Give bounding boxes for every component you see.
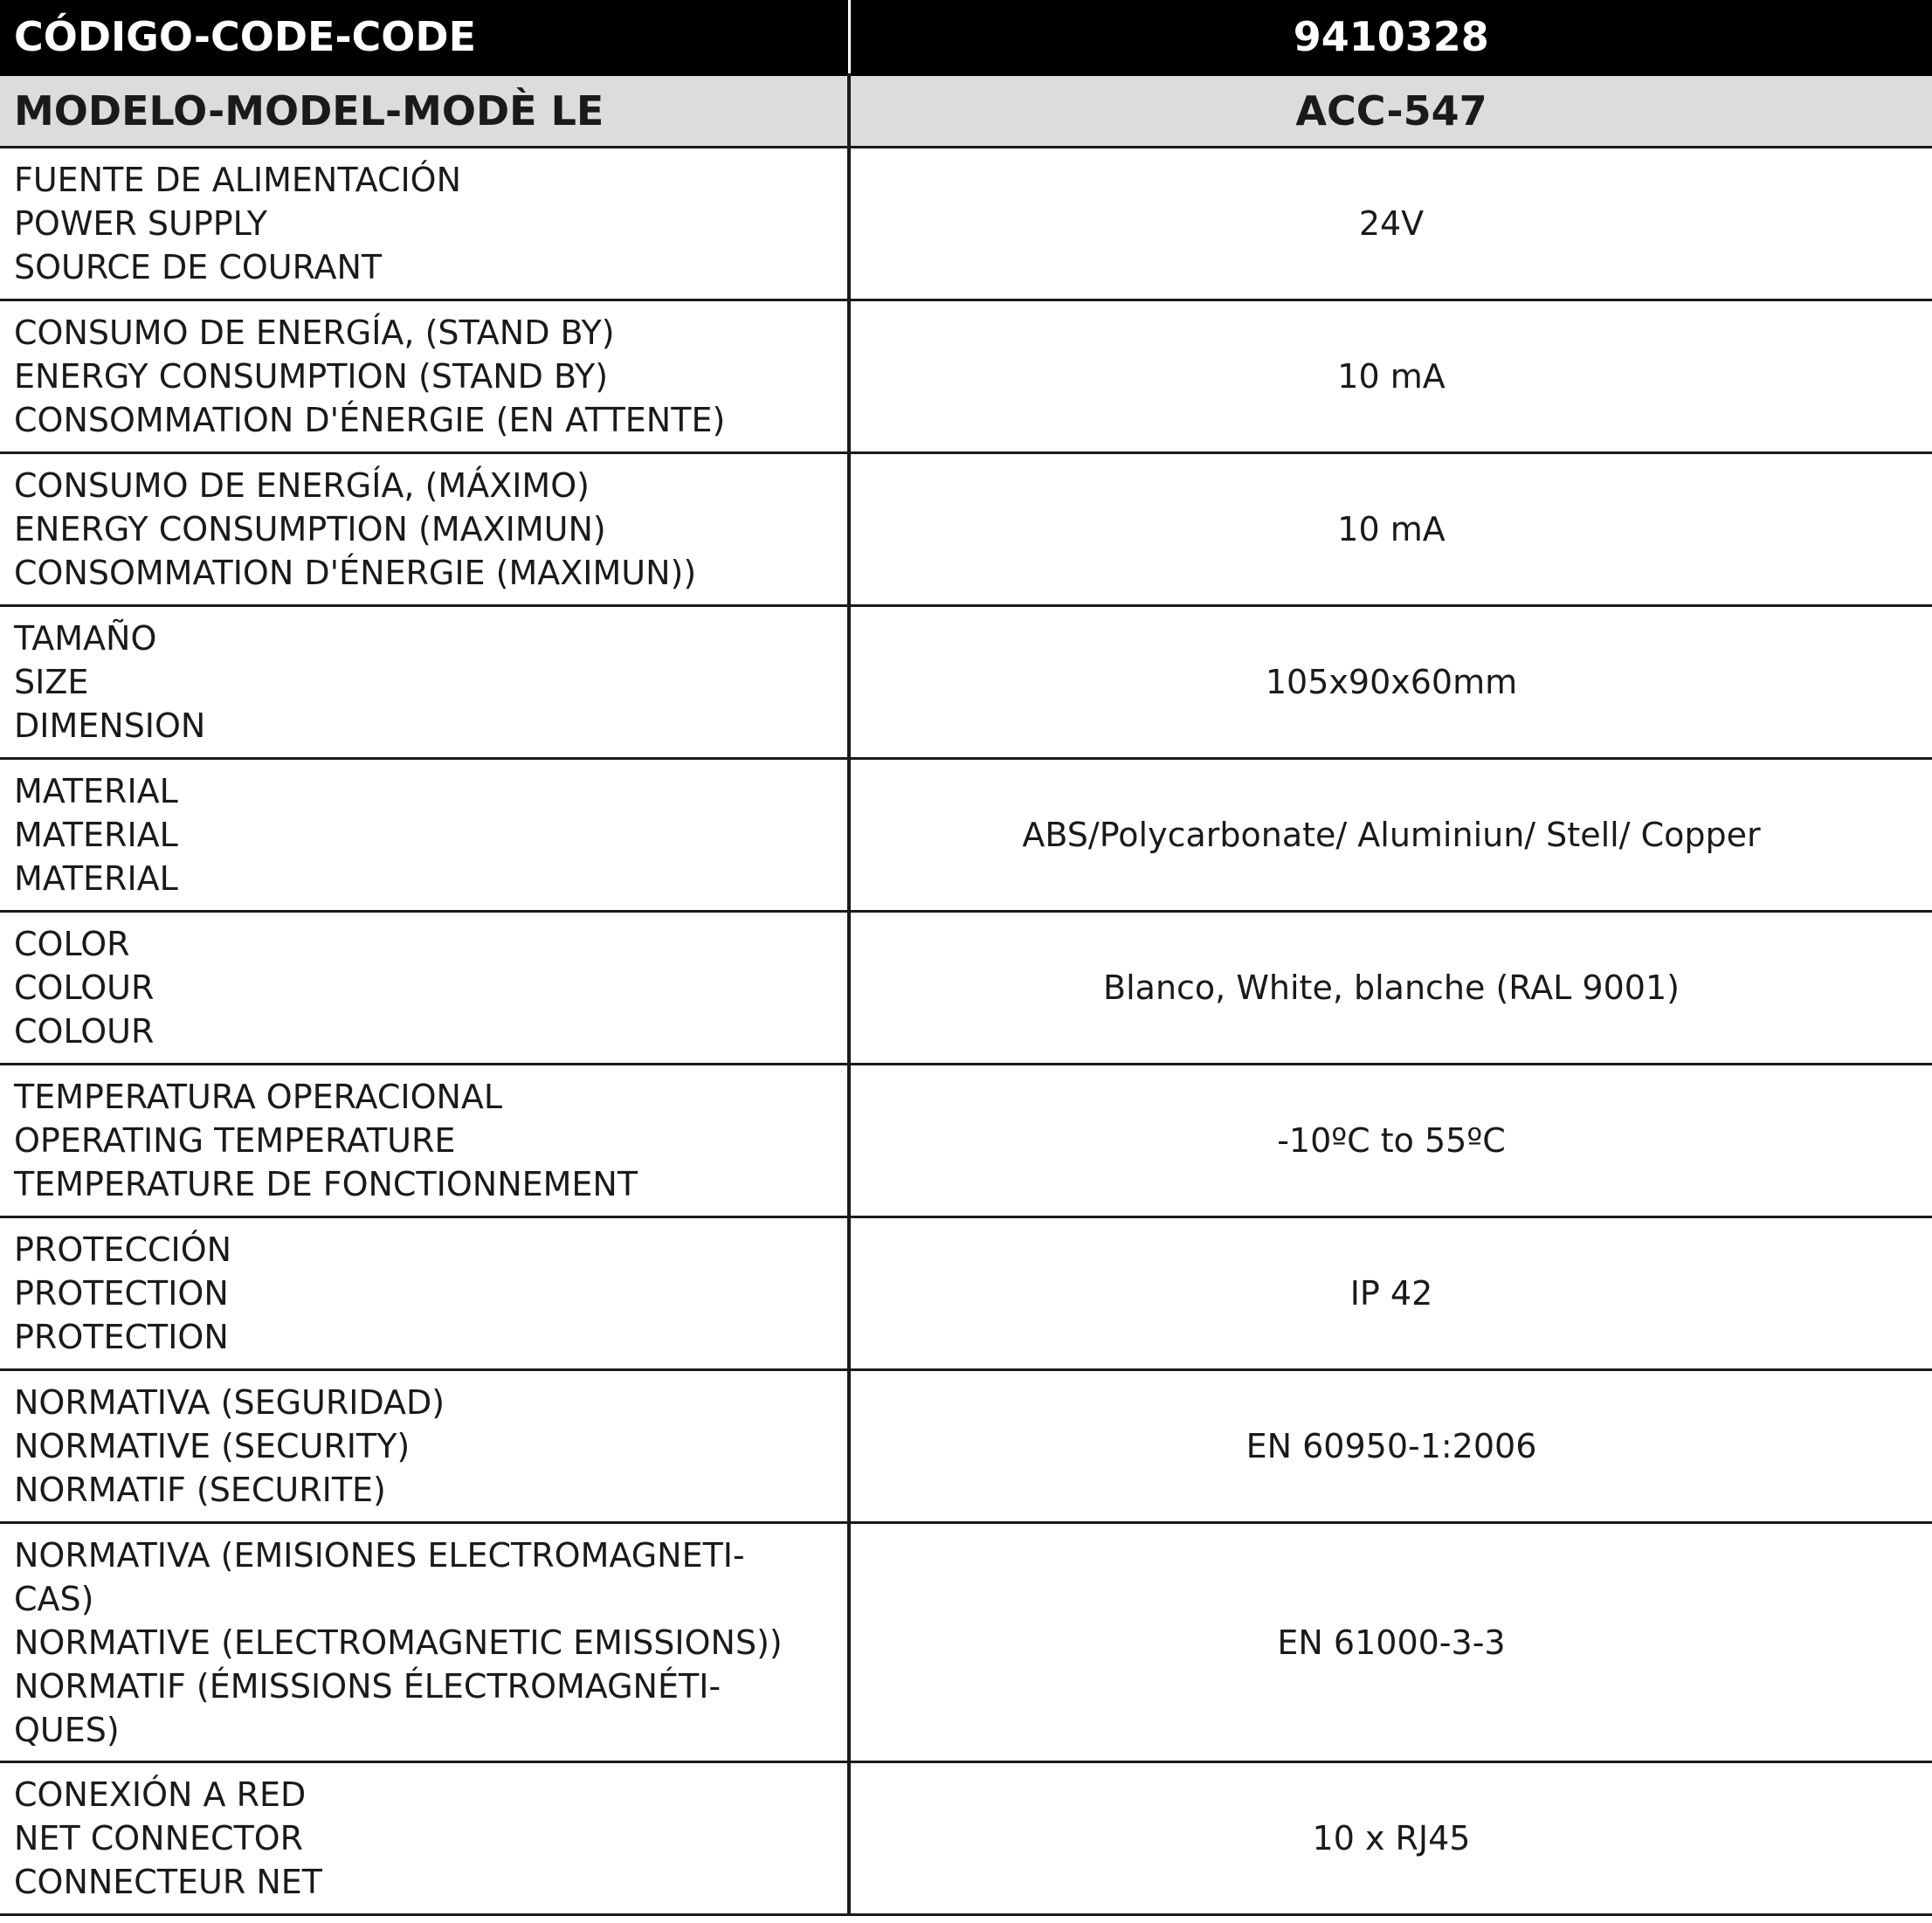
spec-value: 105x90x60mm <box>849 606 1932 759</box>
spec-label: COLOR COLOUR COLOUR <box>0 912 849 1065</box>
spec-row-security-standard <box>0 1370 1932 1523</box>
spec-value: 10 mA <box>849 453 1932 606</box>
spec-row-consumption-max <box>0 453 1932 606</box>
spec-row-emissions-standard <box>0 1523 1932 1762</box>
spec-value: 24V <box>849 148 1932 300</box>
spec-label: TAMAÑO SIZE DIMENSION <box>0 606 849 759</box>
spec-row-temperature <box>0 1065 1932 1217</box>
spec-label: CONSUMO DE ENERGÍA, (MÁXIMO) ENERGY CONSUMPTION (MAXIMUN) CONSOMMATION D'ÉNERGIE (MAXIMUN)) <box>0 453 849 606</box>
spec-label: TEMPERATURA OPERACIONAL OPERATING TEMPERATURE TEMPERATURE DE FONCTIONNEMENT <box>0 1065 849 1217</box>
spec-label: MATERIAL MATERIAL MATERIAL <box>0 759 849 912</box>
spec-value: EN 60950-1:2006 <box>849 1370 1932 1523</box>
spec-value: 10 mA <box>849 300 1932 453</box>
code-label: CÓDIGO-CODE-CODE <box>0 0 849 75</box>
spec-label: PROTECCIÓN PROTECTION PROTECTION <box>0 1217 849 1370</box>
model-label: MODELO-MODEL-MODÈ LE <box>0 75 849 148</box>
model-value: ACC-547 <box>849 75 1932 148</box>
spec-label: CONEXIÓN A RED NET CONNECTOR CONNECTEUR NET <box>0 1762 849 1915</box>
spec-value: -10ºC to 55ºC <box>849 1065 1932 1217</box>
spec-label: NORMATIVA (SEGURIDAD) NORMATIVE (SECURITY) NORMATIF (SECURITE) <box>0 1370 849 1523</box>
spec-row-consumption-standby <box>0 300 1932 453</box>
spec-row-color <box>0 912 1932 1065</box>
spec-value: EN 61000-3-3 <box>849 1523 1932 1762</box>
spec-row-net-connector <box>0 1762 1932 1915</box>
code-value: 9410328 <box>849 0 1932 75</box>
spec-label: NORMATIVA (EMISIONES ELECTROMAGNETI- CAS) NORMATIVE (ELECTROMAGNETIC EMISSIONS)) NORMATIF (ÉMISSIONS ÉLECTROMAGNÉTI- QUES) <box>0 1523 849 1762</box>
code-row <box>0 0 1932 75</box>
spec-label: FUENTE DE ALIMENTACIÓN POWER SUPPLY SOURCE DE COURANT <box>0 148 849 300</box>
spec-value: IP 42 <box>849 1217 1932 1370</box>
spec-value: 10 x RJ45 <box>849 1762 1932 1915</box>
spec-value: ABS/Polycarbonate/ Aluminiun/ Stell/ Copper <box>849 759 1932 912</box>
spec-row-material <box>0 759 1932 912</box>
spec-row-power-supply <box>0 148 1932 300</box>
spec-label: CONSUMO DE ENERGÍA, (STAND BY) ENERGY CONSUMPTION (STAND BY) CONSOMMATION D'ÉNERGIE (EN ATTENTE) <box>0 300 849 453</box>
spec-value: Blanco, White, blanche (RAL 9001) <box>849 912 1932 1065</box>
spec-row-size <box>0 606 1932 759</box>
spec-row-protection <box>0 1217 1932 1370</box>
model-row <box>0 75 1932 148</box>
